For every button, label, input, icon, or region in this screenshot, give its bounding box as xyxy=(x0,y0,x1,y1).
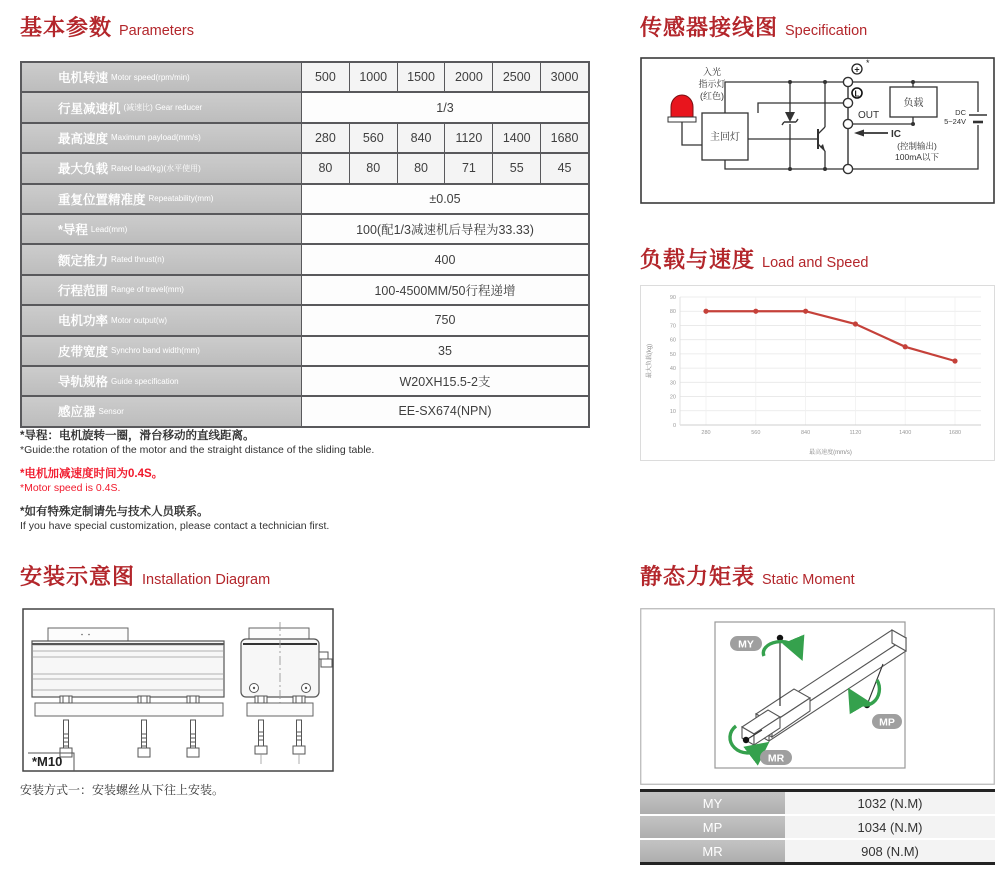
static-moment-title-cn: 静态力矩表 xyxy=(640,564,756,589)
value-cell: 1000 xyxy=(349,63,397,91)
table-row xyxy=(22,306,588,336)
terminal-l xyxy=(843,98,852,107)
value-cell-merged: 750 xyxy=(302,306,588,334)
footnote-cn: *如有特殊定制请先与技术人员联系。 xyxy=(20,506,209,518)
y-tick-label: 40 xyxy=(669,366,676,373)
connector-icon xyxy=(321,659,332,667)
installation-title-cn: 安装示意图 xyxy=(20,564,136,589)
row-label xyxy=(22,367,302,395)
terminal-out xyxy=(843,119,852,128)
installation-diagram xyxy=(22,608,334,772)
row-label-cn: *导程 xyxy=(58,223,88,238)
led-icon xyxy=(671,95,693,117)
value-cell: 500 xyxy=(302,63,349,91)
value-cell: 55 xyxy=(492,154,540,182)
row-label-en: Sensor xyxy=(98,406,124,416)
y-tick-label: 10 xyxy=(669,408,676,415)
table-row xyxy=(22,215,588,245)
row-label xyxy=(22,245,302,273)
load-speed-chart xyxy=(640,285,995,461)
table-row xyxy=(22,397,588,425)
table-row xyxy=(22,124,588,154)
wiring-title-cn: 传感器接线图 xyxy=(640,15,779,40)
row-label xyxy=(22,154,302,182)
moment-value: 908 (N.M) xyxy=(785,840,995,862)
data-point xyxy=(853,321,858,326)
y-tick-label: 80 xyxy=(669,309,676,316)
control-output-label-1: (控制输出) xyxy=(897,141,937,151)
footnote xyxy=(20,505,610,533)
wiring-title xyxy=(640,11,867,42)
slider-dot xyxy=(81,634,83,636)
l-mark-text: L xyxy=(854,89,860,99)
y-tick-label: 50 xyxy=(669,351,676,358)
star-mark: * xyxy=(866,58,870,68)
row-label xyxy=(22,215,302,243)
footnote xyxy=(20,467,610,495)
screw-hole-dot xyxy=(305,687,307,689)
y-tick-label: 0 xyxy=(672,423,676,429)
m10-label: *M10 xyxy=(32,754,63,769)
moment-row xyxy=(640,792,995,814)
connector-icon xyxy=(319,652,328,659)
dc-label-1: DC xyxy=(955,108,966,117)
value-cell: 2000 xyxy=(444,63,492,91)
row-label-cn: 感应器 xyxy=(58,405,96,420)
junction-dot xyxy=(911,122,915,126)
wiring-label-indicator-2: 指示灯 xyxy=(698,79,726,89)
junction-dot xyxy=(788,80,792,84)
footnote xyxy=(20,429,610,457)
parameters-title-cn: 基本参数 xyxy=(20,15,113,40)
value-cell-merged: ±0.05 xyxy=(302,185,588,213)
row-label-cn: 皮带宽度 xyxy=(58,344,109,359)
x-axis-label: 最高速度(mm/s) xyxy=(809,450,852,456)
data-point xyxy=(703,309,708,314)
slider-end-view xyxy=(249,628,309,639)
load-speed-title-en: Load and Speed xyxy=(762,255,869,271)
installation-title xyxy=(20,560,270,591)
mounting-plate-end xyxy=(247,703,313,716)
x-tick-label: 1680 xyxy=(948,430,962,436)
value-cell-merged: 400 xyxy=(302,245,588,273)
terminal-plus xyxy=(843,77,852,86)
row-label xyxy=(22,124,302,152)
junction-dot xyxy=(911,80,915,84)
row-label-en: Rated load(kg)(水平使用) xyxy=(111,163,201,173)
terminal-minus xyxy=(843,164,852,173)
moment-row xyxy=(640,814,995,838)
row-label-cn: 额定推力 xyxy=(58,253,109,268)
row-label-cn: 行星减速机 xyxy=(58,101,121,116)
footnote-cn: *电机加减速度时间为0.4S。 xyxy=(20,468,164,480)
footnotes xyxy=(20,429,610,543)
row-label-cn: 重复位置精准度 xyxy=(58,192,146,207)
y-axis-label: 最大负载(kg) xyxy=(647,343,653,379)
plus-mark-text: + xyxy=(854,64,860,75)
row-label xyxy=(22,63,302,91)
x-tick-label: 280 xyxy=(701,430,711,436)
row-label xyxy=(22,306,302,334)
mp-badge-label: MP xyxy=(879,716,895,729)
x-tick-label: 560 xyxy=(751,430,761,436)
x-tick-label: 1120 xyxy=(849,430,862,436)
value-cell: 80 xyxy=(349,154,397,182)
value-cell: 1680 xyxy=(540,124,588,152)
installation-title-en: Installation Diagram xyxy=(142,572,271,588)
value-cell: 3000 xyxy=(540,63,588,91)
value-cell: 1120 xyxy=(444,124,492,152)
row-label-en: (减速比) Gear reducer xyxy=(123,103,203,113)
y-tick-label: 60 xyxy=(669,337,676,344)
slider-top-view xyxy=(48,628,128,641)
value-cell: 45 xyxy=(540,154,588,182)
load-speed-title-cn: 负载与速度 xyxy=(640,247,756,272)
table-row xyxy=(22,367,588,397)
wiring-label-indicator-1: 入光 xyxy=(702,67,722,77)
moment-label: MP xyxy=(640,816,785,838)
footnote-en: *Guide:the rotation of the motor and the straight distance of the sliding table. xyxy=(20,444,375,456)
mr-axis-dot xyxy=(743,737,749,743)
row-label-en: Lead(mm) xyxy=(90,224,128,234)
row-label-cn: 电机转速 xyxy=(58,71,109,86)
led-base xyxy=(668,117,696,122)
value-cell: 560 xyxy=(349,124,397,152)
moment-value: 1032 (N.M) xyxy=(785,792,995,814)
x-tick-label: 1400 xyxy=(899,430,912,436)
table-row xyxy=(22,63,588,93)
wiring-title-en: Specification xyxy=(785,23,868,39)
row-label-en: Rated thrust(n) xyxy=(111,255,165,265)
out-label: OUT xyxy=(858,110,880,121)
y-tick-label: 30 xyxy=(669,380,676,387)
table-row xyxy=(22,185,588,215)
static-moment-diagram xyxy=(640,608,995,785)
moment-row xyxy=(640,838,995,862)
parameters-table xyxy=(20,61,590,428)
row-label xyxy=(22,185,302,213)
value-cell: 280 xyxy=(302,124,349,152)
row-label-en: Motor speed(rpm/min) xyxy=(111,72,190,82)
parameters-title xyxy=(20,11,194,42)
load-label: 负载 xyxy=(903,98,924,109)
ic-label: IC xyxy=(891,129,901,140)
row-label xyxy=(22,93,302,121)
value-cell-merged: W20XH15.5-2支 xyxy=(302,367,588,395)
installation-caption: 安装方式一：安装螺丝从下往上安装。 xyxy=(20,783,225,797)
junction-dot xyxy=(823,167,827,171)
my-badge-label: MY xyxy=(738,638,754,651)
value-cell-merged: EE-SX674(NPN) xyxy=(302,397,588,425)
load-speed-title xyxy=(640,243,868,274)
value-cell: 840 xyxy=(397,124,445,152)
value-cell: 1500 xyxy=(397,63,445,91)
row-label-en: Range of travel(mm) xyxy=(111,285,184,295)
screw-hole-dot xyxy=(253,687,255,689)
value-cell: 2500 xyxy=(492,63,540,91)
footnote-cn: *导程：电机旋转一圈，滑台移动的直线距离。 xyxy=(20,430,255,442)
table-row xyxy=(22,154,588,184)
row-label-en: Motor output(w) xyxy=(111,315,168,325)
row-label xyxy=(22,337,302,365)
row-values xyxy=(302,124,588,152)
data-point xyxy=(753,309,758,314)
table-row xyxy=(22,93,588,123)
value-cell: 80 xyxy=(397,154,445,182)
dc-label-2: 5~24V xyxy=(944,117,966,126)
row-label-cn: 导轨规格 xyxy=(58,375,109,390)
wiring-label-indicator-3: (红色) xyxy=(700,91,724,101)
row-label-en: Guide specification xyxy=(111,376,179,386)
mr-badge-label: MR xyxy=(767,752,785,765)
static-moment-table xyxy=(640,789,995,865)
chart-border xyxy=(641,286,995,461)
row-values xyxy=(302,63,588,91)
table-row xyxy=(22,245,588,275)
value-cell: 71 xyxy=(444,154,492,182)
row-label-en: Synchro band width(mm) xyxy=(111,346,200,356)
row-label-en: Repeatability(mm) xyxy=(148,194,214,204)
static-moment-title-en: Static Moment xyxy=(762,572,855,588)
data-point xyxy=(803,309,808,314)
y-tick-label: 90 xyxy=(669,295,676,301)
moment-label: MY xyxy=(640,792,785,814)
table-row xyxy=(22,276,588,306)
row-label-en: Maximum payload(mm/s) xyxy=(111,133,201,143)
slider-dot xyxy=(88,634,90,636)
x-tick-label: 840 xyxy=(801,430,811,436)
row-label-cn: 行程范围 xyxy=(58,283,109,298)
row-values xyxy=(302,154,588,182)
value-cell-merged: 100(配1/3减速机后导程为33.33) xyxy=(302,215,588,243)
value-cell-merged: 100-4500MM/50行程递增 xyxy=(302,276,588,304)
actuator-body-side xyxy=(32,641,224,697)
footnote-en: *Motor speed is 0.4S. xyxy=(20,482,121,494)
value-cell-merged: 1/3 xyxy=(302,93,588,121)
value-cell: 80 xyxy=(302,154,349,182)
parameters-title-en: Parameters xyxy=(119,23,194,39)
junction-dot xyxy=(788,167,792,171)
wiring-label-main: 主回灯 xyxy=(710,132,740,143)
wiring-diagram xyxy=(640,57,995,204)
data-point xyxy=(903,344,908,349)
row-label-cn: 最大负载 xyxy=(58,162,109,177)
moment-label: MR xyxy=(640,840,785,862)
value-cell: 1400 xyxy=(492,124,540,152)
row-label xyxy=(22,276,302,304)
footnote-en: If you have special customization, please contact a technician first. xyxy=(20,520,330,532)
row-label xyxy=(22,397,302,425)
row-label-cn: 最高速度 xyxy=(58,131,109,146)
y-tick-label: 70 xyxy=(669,323,676,330)
data-point xyxy=(952,358,957,363)
y-tick-label: 20 xyxy=(669,394,676,401)
mounting-plate-side xyxy=(35,703,223,716)
value-cell-merged: 35 xyxy=(302,337,588,365)
row-label-cn: 电机功率 xyxy=(58,314,109,329)
moment-value: 1034 (N.M) xyxy=(785,816,995,838)
static-moment-title xyxy=(640,560,855,591)
table-row xyxy=(22,337,588,367)
junction-dot xyxy=(823,80,827,84)
control-output-label-2: 100mA以下 xyxy=(895,152,939,162)
